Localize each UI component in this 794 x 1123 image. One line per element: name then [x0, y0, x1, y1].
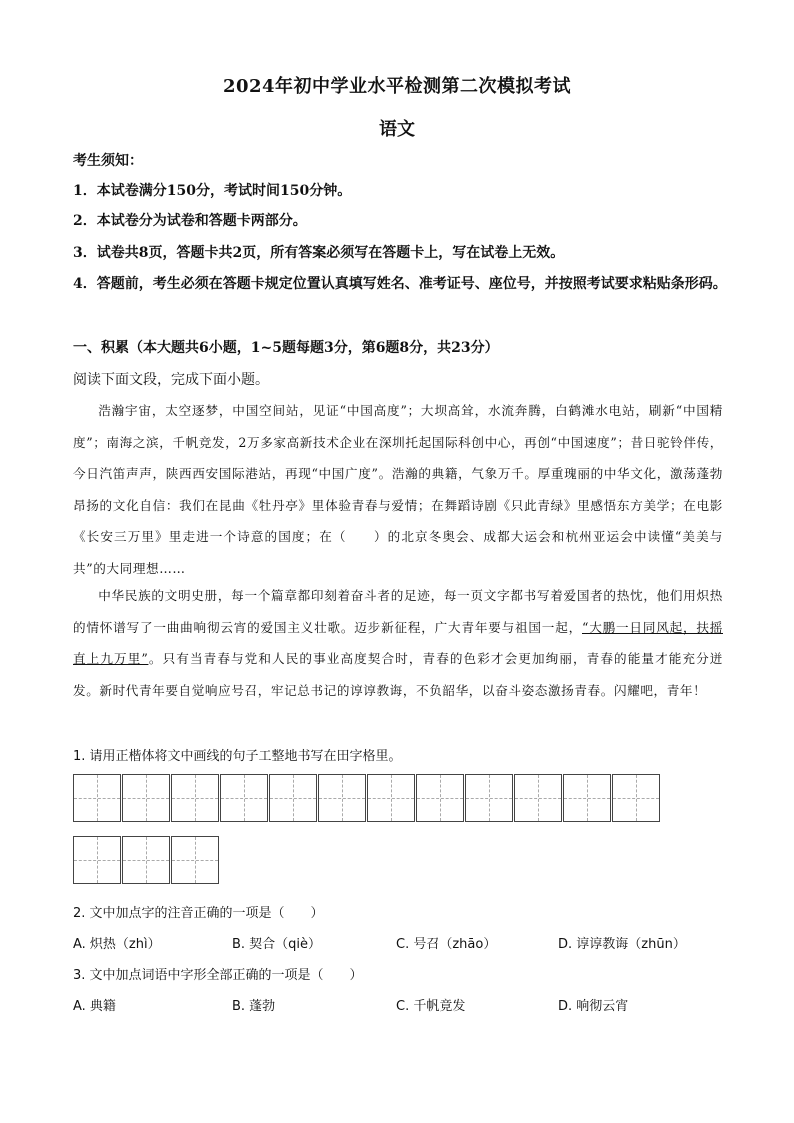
- tianzige-cell[interactable]: [416, 774, 464, 822]
- q2-option-d[interactable]: D. 谆谆教诲（zhūn）: [558, 937, 686, 952]
- question-2: 2. 文中加点字的注音正确的一项是（ ）: [73, 906, 324, 921]
- notice-item-4: 4．答题前，考生必须在答题卡规定位置认真填写姓名、准考证号、座位号，并按照考试要求粘贴条形码。: [73, 276, 727, 292]
- tianzige-cell[interactable]: [612, 774, 660, 822]
- question-3: 3. 文中加点词语中字形全部正确的一项是（ ）: [73, 968, 363, 983]
- exam-title: 2024年初中学业水平检测第二次模拟考试: [222, 76, 572, 97]
- tianzige-cell[interactable]: [367, 774, 415, 822]
- tianzige-cell[interactable]: [318, 774, 366, 822]
- tianzige-row-1[interactable]: [73, 774, 661, 822]
- tianzige-cell[interactable]: [220, 774, 268, 822]
- q3-option-d[interactable]: D. 响彻云宵: [558, 999, 629, 1014]
- reading-instruction: 阅读下面文段，完成下面小题。: [73, 372, 269, 388]
- q3-option-a[interactable]: A. 典籍: [73, 999, 116, 1014]
- passage-p2-end: 。只有当青春与党和人民的事业高度契合时，青春的色彩才会更加绚丽，青春的能量才能充分迸发。新时代青年要自觉响应号召，牢记总书记的谆谆教诲，不负韶华，以奋斗姿态激扬青春。闪耀吧，青年！: [73, 651, 723, 698]
- section-heading: 一、积累（本大题共6小题，1~5题每题3分，第6题8分，共23分）: [73, 340, 499, 356]
- tianzige-cell[interactable]: [171, 774, 219, 822]
- passage-paragraph-2: [73, 580, 723, 706]
- q3-option-c[interactable]: C. 千帆竟发: [396, 999, 466, 1014]
- q2-option-a[interactable]: A. 炽热（zhì）: [73, 937, 161, 952]
- tianzige-cell[interactable]: [73, 774, 121, 822]
- notice-item-2: 2．本试卷分为试卷和答题卡两部分。: [73, 213, 307, 229]
- tianzige-cell[interactable]: [122, 774, 170, 822]
- notice-heading: 考生须知：: [73, 153, 143, 169]
- passage-p2-start: 中华民族的文明史册，每一个篇章都印刻着奋斗者的足迹，每一页文字都书写着爱国者的热忱，他们用炽热的情怀谱写了一曲曲响彻云宵的爱国主义壮歌。迈步新征程，广大青年要与祖国一起，: [73, 588, 723, 635]
- tianzige-cell[interactable]: [171, 836, 219, 884]
- tianzige-cell[interactable]: [514, 774, 562, 822]
- tianzige-cell[interactable]: [73, 836, 121, 884]
- tianzige-cell[interactable]: [269, 774, 317, 822]
- underlined-sentence: “大鹏一日同风起，扶摇直上九万里”: [73, 619, 723, 666]
- tianzige-cell[interactable]: [563, 774, 611, 822]
- q2-option-b[interactable]: B. 契合（qiè）: [232, 937, 322, 952]
- tianzige-cell[interactable]: [465, 774, 513, 822]
- q3-option-b[interactable]: B. 蓬勃: [232, 999, 276, 1014]
- tianzige-cell[interactable]: [122, 836, 170, 884]
- notice-item-1: 1．本试卷满分150分，考试时间150分钟。: [73, 183, 352, 199]
- subject-title: 语文: [379, 119, 415, 140]
- question-1: 1. 请用正楷体将文中画线的句子工整地书写在田字格里。: [73, 749, 402, 764]
- tianzige-row-2[interactable]: [73, 836, 220, 884]
- q2-option-c[interactable]: C. 号召（zhāo）: [396, 937, 497, 952]
- passage-paragraph-1: 浩瀚宇宙，太空逐梦，中国空间站，见证“中国高度”；大坝高耸，水流奔腾，白鹤滩水电站，刷新“中国精度”；南海之滨，千帆竞发，2万多家高新技术企业在深圳托起国际科创中心，再创“中国速度”；昔日驼铃伴传，今日汽笛声声，陕西西安国际港站，再现“中国广度”。浩瀚的典籍，气象万千。厚重瑰丽的中华文化，激荡蓬勃昂扬的文化自信：我们在昆曲《牡丹亭》里体验青春与爱情；在舞蹈诗剧《只此青绿》里感悟东方美学；在电影《长安三万里》里走进一个诗意的国度；在（ ）的北京冬奥会、成都大运会和杭州亚运会中读懂“美美与共”的大同理想……: [73, 403, 723, 576]
- notice-item-3: 3．试卷共8页，答题卡共2页，所有答案必须写在答题卡上，写在试卷上无效。: [73, 245, 565, 261]
